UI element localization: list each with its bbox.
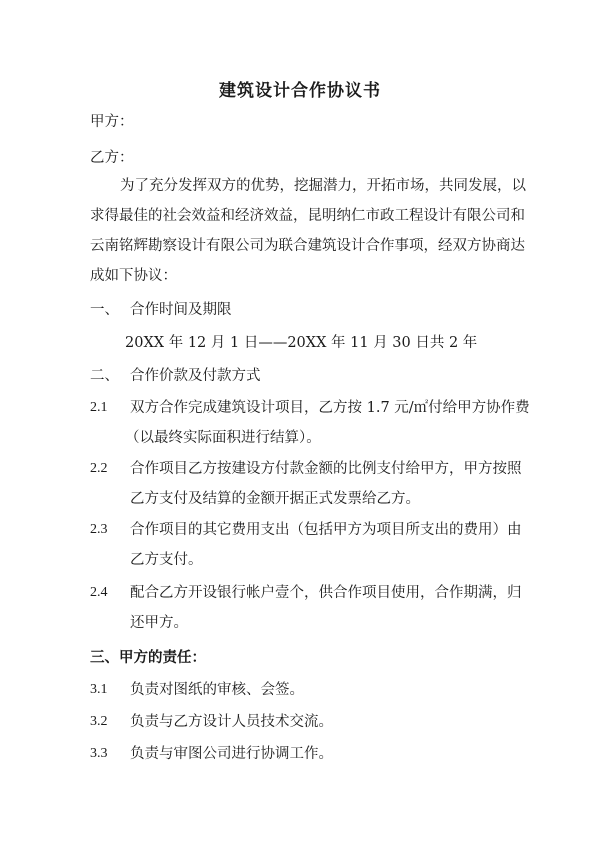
document-title: 建筑设计合作协议书 (219, 81, 381, 101)
clause-line: 配合乙方开设银行帐户壹个，供合作项目使用，合作期满，归 (130, 585, 522, 601)
section-2-number: 二、 (90, 368, 119, 384)
clause-line: 乙方支付。 (130, 552, 203, 568)
intro-line: 成如下协议： (90, 268, 177, 284)
clause-number: 3.1 (90, 682, 108, 697)
clause-line: 乙方支付及结算的金额开据正式发票给乙方。 (130, 491, 420, 507)
clause-line: 合作项目乙方按建设方付款金额的比例支付给甲方，甲方按照 (130, 461, 522, 477)
clause-number: 2.2 (90, 461, 108, 476)
intro-line: 云南铭辉勘察设计有限公司为联合建筑设计合作事项，经双方协商达 (90, 238, 525, 254)
clause-number: 2.4 (90, 585, 108, 600)
clause-number: 3.2 (90, 714, 108, 729)
clause-line: （以最终实际面积进行结算）。 (125, 430, 321, 446)
party-b-label: 乙方： (90, 150, 134, 166)
clause-line: 合作项目的其它费用支出（包括甲方为项目所支出的费用）由 (130, 522, 522, 538)
section-1-period: 20XX 年 12 月 1 日——20XX 年 11 月 30 日共 2 年 (125, 335, 478, 351)
section-2-heading: 合作价款及付款方式 (130, 368, 261, 384)
section-1-heading: 合作时间及期限 (130, 302, 232, 318)
clause-line: 负责与审图公司进行协调工作。 (130, 746, 333, 762)
section-1-number: 一、 (90, 302, 119, 318)
clause-line: 负责对图纸的审核、会签。 (130, 682, 304, 698)
intro-line: 求得最佳的社会效益和经济效益，昆明纳仁市政工程设计有限公司和 (90, 208, 525, 224)
clause-line: 负责与乙方设计人员技术交流。 (130, 714, 333, 730)
intro-line: 为了充分发挥双方的优势，挖掘潜力，开拓市场，共同发展，以 (120, 178, 526, 194)
party-a-label: 甲方： (90, 114, 134, 130)
clause-number: 2.1 (90, 400, 108, 415)
clause-line: 双方合作完成建筑设计项目，乙方按 1.7 元/㎡付给甲方协作费 (130, 400, 530, 416)
section-3-heading: 三、甲方的责任： (90, 649, 206, 666)
clause-number: 3.3 (90, 746, 108, 761)
clause-line: 还甲方。 (130, 615, 188, 631)
clause-number: 2.3 (90, 522, 108, 537)
